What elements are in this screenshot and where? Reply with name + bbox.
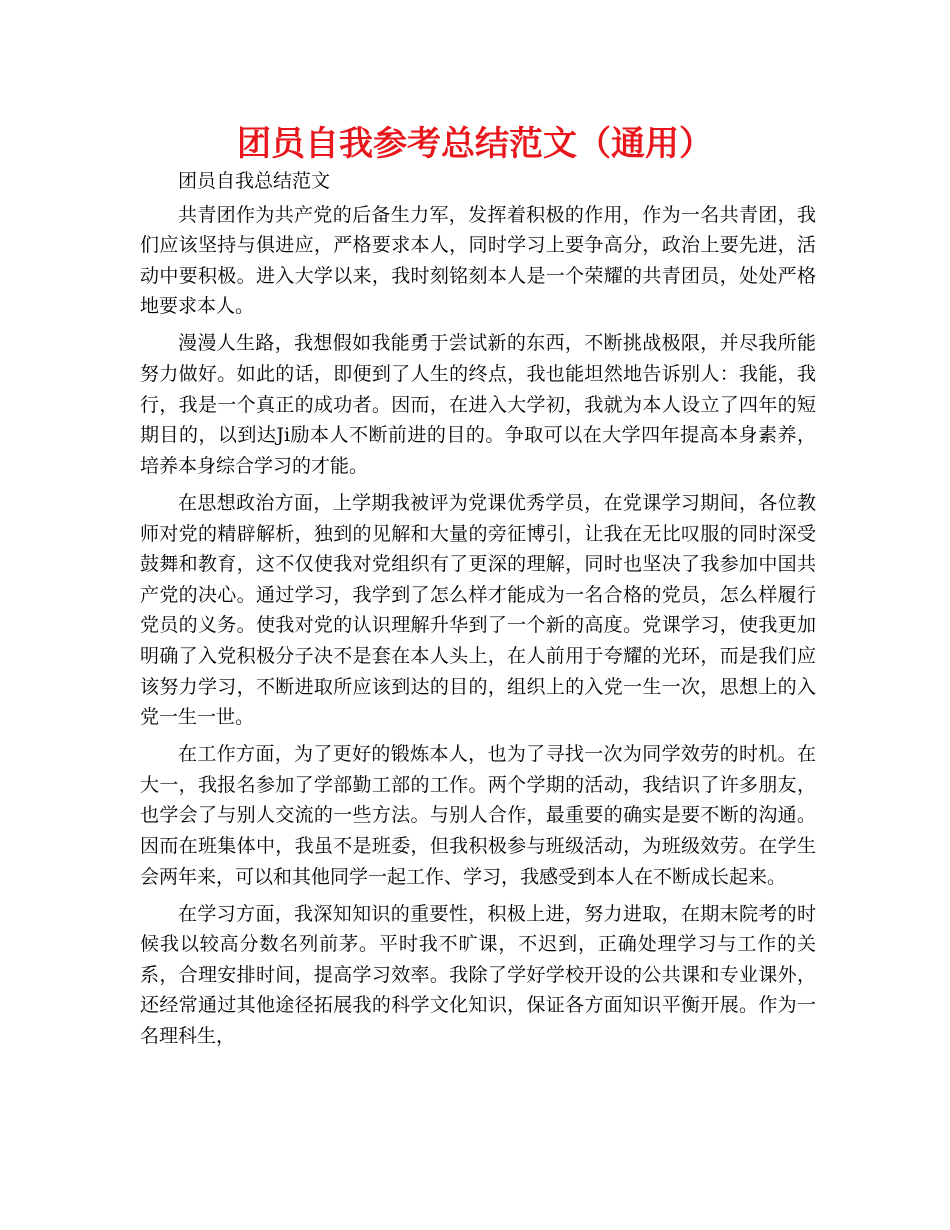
paragraph-3: 在思想政治方面，上学期我被评为党课优秀学员，在党课学习期间，各位教师对党的精辟解析，独到的见解和大量的旁征博引，让我在无比叹服的同时深受鼓舞和教育，这不仅使我对党组织有了更深的理解，同时也坚决了我参加中国共产党的决心。通过学习，我学到了怎么样才能成为一名合格的党员，怎么样履行党员的义务。使我对党的认识理解升华到了一个新的高度。党课学习，使我更加明确了入党积极分子决不是套在本人头上，在人前用于夸耀的光环，而是我们应该努力学习，不断进取所应该到达的目的，组织上的入党一生一次，思想上的入党一生一世。 — [140, 491, 816, 729]
document-subtitle: 团员自我总结范文 — [178, 170, 331, 192]
paragraph-5: 在学习方面，我深知知识的重要性，积极上进，努力进取，在期末院考的时候我以较高分数名列前茅。平时我不旷课，不迟到，正确处理学习与工作的关系，合理安排时间，提高学习效率。我除了学好学校开设的公共课和专业课外，还经常通过其他途径拓展我的科学文化知识，保证各方面知识平衡开展。作为一名理科生， — [140, 902, 816, 1048]
paragraph-2: 漫漫人生路，我想假如我能勇于尝试新的东西，不断挑战极限，并尽我所能努力做好。如此的话，即便到了人生的终点，我也能坦然地告诉别人：我能，我行，我是一个真正的成功者。因而，在进入大学初，我就为本人设立了四年的短期目的，以到达Ji励本人不断前进的目的。争取可以在大学四年提高本身素养，培养本身综合学习的才能。 — [140, 332, 816, 477]
paragraph-1: 共青团作为共产党的后备生力军，发挥着积极的作用，作为一名共青团，我们应该坚持与俱进应，严格要求本人，同时学习上要争高分，政治上要先进，活动中要积极。进入大学以来，我时刻铭刻本人是一个荣耀的共青团员，处处严格地要求本人。 — [140, 203, 816, 318]
paragraph-4: 在工作方面，为了更好的锻炼本人，也为了寻找一次为同学效劳的时机。在大一，我报名参加了学部勤工部的工作。两个学期的活动，我结识了许多朋友，也学会了与别人交流的一些方法。与别人合作，最重要的确实是要不断的沟通。因而在班集体中，我虽不是班委，但我积极参与班级活动，为班级效劳。在学生会两年来，可以和其他同学一起工作、学习，我感受到本人在不断成长起来。 — [140, 743, 816, 888]
document-title: 团员自我参考总结范文（通用） — [237, 124, 713, 164]
document-body — [140, 166, 816, 1058]
